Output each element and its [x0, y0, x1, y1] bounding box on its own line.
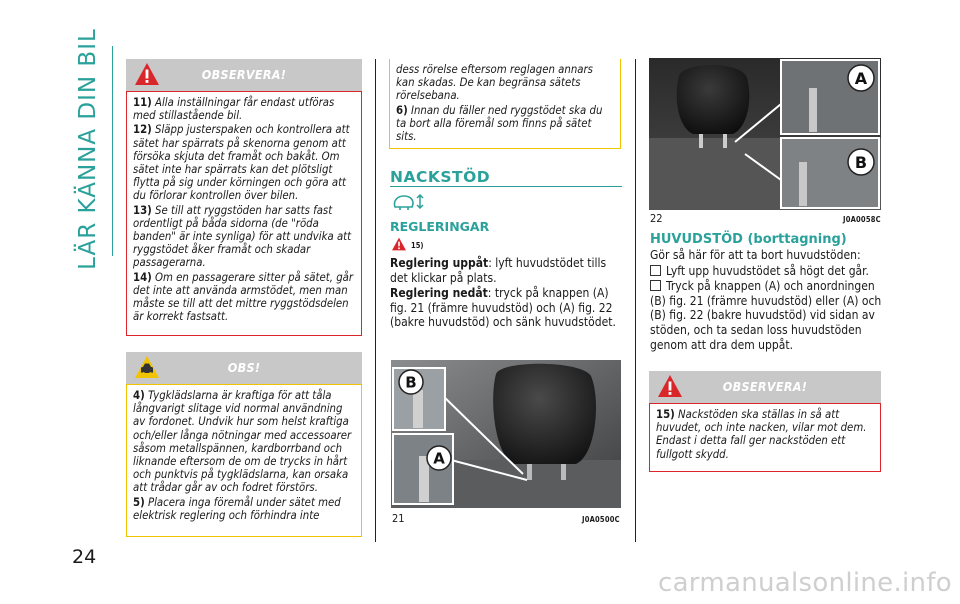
down-label: Reglering nedåt — [390, 286, 488, 301]
warning-box-3-header — [649, 371, 881, 403]
warning-reference: 15) — [411, 241, 424, 250]
figure-22-photo — [649, 58, 881, 210]
warning-triangle-icon — [391, 237, 407, 251]
note-box-continued — [389, 59, 621, 149]
note-item: 5) Placera inga föremål under sätet med elektrisk reglering och förhindra inte — [133, 495, 341, 522]
warning-box-1-title: OBSERVERA! — [201, 67, 287, 82]
warning-box-3-title: OBSERVERA! — [722, 379, 808, 394]
bullet-item: Tryck på knappen (A) och anordningen (B) fig. 21 (främre huvudstöd) eller (A) och (B) fig. 22 (bakre huvudstöd) vid sidan av stöden, och ta sedan loss huvudstöden genom att dra dem uppåt. — [650, 279, 886, 352]
figure-22-number: 22 — [650, 212, 663, 225]
headrest-icon — [391, 193, 427, 211]
note-box-title: OBS! — [227, 360, 261, 375]
borttagning-text — [650, 248, 886, 353]
warning-box-3-body — [649, 403, 881, 472]
figure-21-number: 21 — [392, 512, 405, 525]
figure-22-label-a: A — [854, 69, 868, 88]
figure-22-label-b: B — [854, 153, 868, 172]
chapter-divider — [112, 46, 113, 256]
warning-item: 14) Om en passagerare sitter på sätet, går det inte att använda armstödet, men man måste se till att det mittre ryggstödsdelen är korrekt fastsatt. — [133, 270, 354, 324]
borttagning-intro: Gör så här för att ta bort huvudstöden: — [650, 248, 861, 262]
note-continued-text: dess rörelse eftersom reglagen annars kan skadas. De kan begränsa sätets rörelsebana. — [396, 63, 593, 103]
section-title: NACKSTÖD — [390, 168, 491, 186]
column-divider — [375, 59, 376, 542]
bullet-item: Lyft upp huvudstödet så högt det går. — [650, 264, 886, 279]
note-box — [126, 352, 362, 537]
note-item: 4) Tygklädslarna är kraftiga för att tåla långvarigt slitage vid normal användning av fordonet. Undvik hur som helst kraftiga och/eller långa nötningar med accessoarer såsom metallspännen, kardborrband och liknande eftersom de om de trycks in hårt och punktvis på tygklädslarna, kan orsaka att trådar går av och fodret förstörs. — [133, 389, 352, 495]
warning-box-1-body — [126, 91, 362, 336]
warning-item: 11) Alla inställningar får endast utföras med stillastående bil. — [133, 96, 335, 123]
figure-21-label-a: A — [433, 449, 445, 468]
figure-22-code: J0A0058C — [843, 215, 881, 224]
regleringar-title: REGLERINGAR — [390, 219, 490, 234]
figure-21-label-b: B — [405, 373, 417, 392]
warning-box-1 — [126, 59, 362, 336]
column-divider — [635, 59, 636, 542]
borttagning-title: HUVUDSTÖD (borttagning) — [650, 232, 847, 247]
warning-box-1-header — [126, 59, 362, 91]
warning-box-3 — [649, 371, 881, 472]
warning-item: 15) Nackstöden ska ställas in så att huvudet, och inte nacken, vilar mot dem. Endast i detta fall ger nackstöden ett fullgott skydd. — [656, 408, 867, 461]
note-box-body — [126, 384, 362, 537]
figure-21-code: J0A0500C — [582, 515, 620, 524]
up-label: Reglering uppåt — [390, 256, 489, 270]
warning-item: 13) Se till att ryggstöden har satts fast ordentligt på båda sidorna (de "röda banden" är inte synliga) för att undvika att ryggstödet åker framåt och skadar passagerarna. — [133, 203, 352, 270]
regleringar-text: Reglering uppåt: lyft huvudstödet tills det klickar på plats. Reglering nedåt: tryck på knappen (A) fig. 21 (främre huvudstöd) och (A) fig. 22 (bakre huvudstöd) och sänk huvudstödet. — [390, 256, 616, 330]
chapter-side-title: LÄR KÄNNA DIN BIL — [75, 28, 101, 270]
warning-item: 12) Släpp justerspaken och kontrollera att sätet har spärrats på skenorna genom att försöka skjuta det framåt och bakåt. Om sätet inte har spärrats kan det plötsligt flytta på sig under körningen och göra att du förlorar kontrollen över bilen. — [133, 123, 350, 203]
note-box-header — [126, 352, 362, 384]
figure-21-photo — [391, 360, 621, 508]
note-item: 6) Innan du fäller ned ryggstödet ska du ta bort alla föremål som finns på sätet sits. — [396, 103, 603, 144]
watermark: carmanualsonline.info — [657, 568, 952, 598]
section-rule — [390, 186, 622, 187]
page-number: 24 — [72, 546, 97, 568]
